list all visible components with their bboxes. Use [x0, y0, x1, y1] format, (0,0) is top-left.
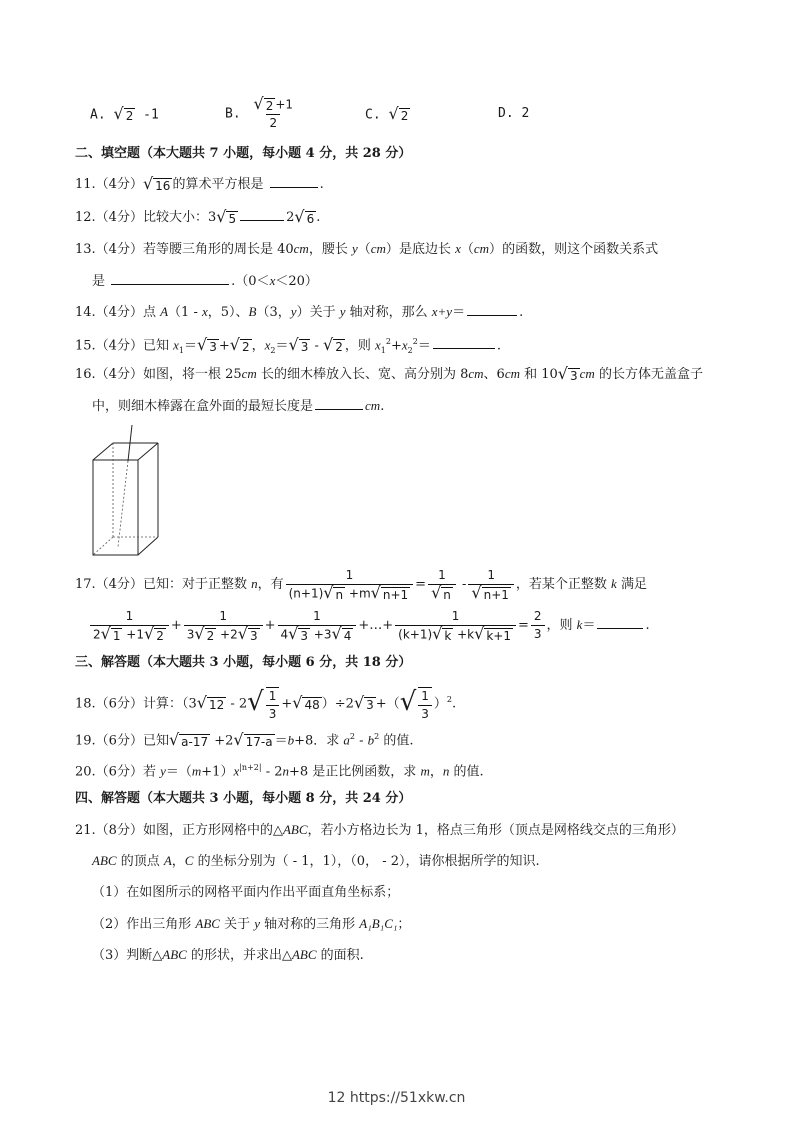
denominator: 3	[418, 705, 432, 723]
separator: ，	[429, 764, 443, 780]
question-text: .（0＜	[231, 274, 270, 289]
question-text: ，腰长	[308, 242, 352, 257]
radicand: 3	[249, 628, 258, 643]
variable: y	[339, 304, 346, 319]
option-a	[90, 106, 159, 124]
question-text: ）关于	[296, 305, 340, 320]
exponent: |n+2|	[239, 763, 262, 772]
answer-blank[interactable]	[597, 614, 643, 629]
question-text: ＜20）	[275, 274, 318, 289]
period: .	[452, 696, 457, 712]
equals: ＝	[582, 618, 596, 633]
radicand: 3	[209, 339, 217, 354]
radical: √ 16	[142, 173, 171, 193]
q16-line1	[75, 364, 703, 385]
radicand: n+1	[382, 587, 409, 602]
variable: C	[184, 853, 194, 868]
variable: x	[201, 304, 208, 319]
variable: b	[367, 732, 375, 748]
option-b	[225, 96, 298, 132]
radicand: 12	[208, 697, 225, 712]
variable: x	[233, 763, 240, 779]
question-number: 21.（8分）	[75, 823, 143, 838]
variable: k	[576, 617, 583, 632]
operator: +	[390, 338, 402, 354]
radicand: 16	[155, 178, 171, 193]
question-number: 14.（4分）	[75, 305, 143, 320]
option-b-label: B.	[225, 106, 241, 122]
page-footer: 12 https://51xkw.cn	[327, 1090, 466, 1106]
denominator-part: (n+1)	[288, 586, 324, 600]
box-with-stick-figure	[88, 425, 168, 560]
section3-title: 三、解答题（本大题共 3 小题，每小题 6 分，共 18 分）	[75, 655, 412, 670]
question-text: 关于	[219, 917, 255, 932]
radicand: 4	[343, 628, 352, 643]
numerator: 1	[219, 608, 227, 623]
question-number: 18.（6分）	[75, 696, 143, 712]
variable: ABC	[282, 822, 308, 837]
question-text: （1 -	[168, 305, 202, 320]
variable: x	[455, 241, 461, 256]
unit: cm	[468, 366, 484, 381]
question-text: +8 是正比例函数，求	[289, 764, 421, 780]
fraction: 1 3 √ 2 +2 √ 3	[184, 608, 263, 644]
coefficient: 3	[186, 627, 195, 641]
q13-line2	[92, 270, 318, 292]
radical: √ 2	[113, 104, 134, 123]
variable: B	[248, 304, 257, 319]
radicand: 3	[570, 368, 578, 383]
equals: ＝	[417, 338, 431, 354]
question-text: +2	[210, 733, 234, 749]
radicand: k	[444, 628, 452, 643]
question-number: 15.（4分）	[75, 338, 143, 354]
q21-line2	[92, 851, 540, 872]
ellipsis: +…+	[358, 618, 394, 633]
q21-sub1: （1）在如图所示的网格平面内作出平面直角坐标系；	[92, 885, 400, 900]
fraction: 1 (n+1) √ n +m √ n+1	[286, 567, 414, 603]
question-text: 满足	[616, 577, 647, 592]
option-c-label: C.	[365, 107, 381, 123]
variable: b	[287, 732, 295, 748]
question-text: 是	[92, 274, 106, 289]
question-text: （3）判断△	[92, 948, 163, 963]
radicand: 2	[400, 109, 409, 123]
q17-line1	[75, 566, 647, 603]
radicand: 3	[300, 628, 308, 643]
radical: √ 2	[229, 334, 250, 354]
answer-blank[interactable]	[315, 395, 363, 410]
question-text: 、6	[483, 367, 505, 382]
variable: x	[264, 337, 271, 353]
answer-blank[interactable]	[467, 301, 517, 316]
option-a-label: A.	[90, 107, 106, 123]
option-c	[365, 106, 410, 124]
q20	[75, 758, 484, 782]
separator: ，	[171, 854, 185, 869]
question-text: +（	[375, 696, 400, 712]
answer-blank[interactable]	[240, 206, 284, 221]
option-a-rest: -1	[143, 107, 159, 123]
radical: √ 5	[216, 206, 237, 226]
unit: cm	[370, 241, 386, 256]
question-text: 的坐标分别为（ - 1，1），（0， - 2），请你根据所学的知识.	[193, 854, 540, 869]
numerator-rest: +1	[275, 97, 294, 112]
radical: √ 17-a	[233, 729, 273, 749]
question-text: +1）	[201, 764, 234, 780]
question-text: ）÷2	[321, 696, 354, 712]
question-text: ，有	[257, 577, 284, 592]
period: .	[645, 618, 650, 633]
question-text: 的函数，则这个函数关系式	[502, 242, 659, 257]
operator: -	[310, 338, 323, 354]
q21-sub2	[92, 914, 410, 935]
coefficient: (k+1)	[398, 627, 433, 641]
question-text: 的形状，并求出△	[186, 948, 292, 963]
separator: ；	[397, 917, 411, 932]
operator: -	[457, 577, 467, 592]
fraction: 1 2 √ 1 +1 √ 2	[90, 608, 169, 644]
question-text: - 2	[261, 764, 283, 780]
separator: ，	[251, 338, 265, 354]
radicand: 3	[300, 339, 309, 354]
option-b-fraction: √ 2 +1 2	[253, 94, 294, 130]
variable: n	[442, 763, 450, 779]
fraction: 1 √ n	[428, 567, 456, 603]
numerator: 1	[438, 567, 446, 582]
q11	[75, 173, 324, 195]
question-text: 中，则细木棒露在盒外面的最短长度是	[92, 399, 314, 414]
variable: A₁B₁C₁	[359, 916, 398, 931]
question-text: ，则	[344, 338, 375, 354]
period: .	[380, 399, 385, 414]
denominator: 2	[266, 114, 280, 132]
variable: y	[160, 763, 166, 779]
fraction: 1 4 √ 3 +3 √ 4	[278, 608, 357, 644]
question-text: 如图，将一根 25	[142, 367, 242, 382]
question-text: 已知	[142, 338, 174, 354]
variable: n	[282, 763, 290, 779]
option-d-label: D.	[498, 106, 514, 121]
radicand: 48	[304, 697, 320, 712]
equals: ＝	[274, 733, 288, 749]
q18	[75, 682, 456, 723]
radical: √ 6	[294, 206, 315, 226]
coefficient: 2	[93, 627, 101, 641]
radical: √ 3	[557, 363, 578, 383]
radicand: n	[335, 587, 344, 602]
fraction	[531, 608, 545, 643]
question-text: ＝	[452, 305, 466, 320]
period: .	[519, 305, 524, 320]
exponent: 2	[446, 695, 453, 704]
question-text: ，若某个正整数	[515, 577, 612, 592]
radicand: 17-a	[245, 734, 273, 749]
variable: m	[420, 763, 430, 779]
radicand: 1	[112, 628, 121, 643]
denominator-part: +1	[122, 627, 144, 641]
operator: +	[218, 338, 230, 354]
radicand: 6	[306, 211, 315, 226]
question-number: 17.（4分）	[75, 577, 143, 592]
answer-blank[interactable]	[433, 334, 495, 349]
coefficient: 2	[286, 210, 295, 225]
radical: √ 3	[196, 334, 217, 354]
question-text: 是底边长	[398, 242, 456, 257]
unit: cm	[504, 366, 520, 381]
question-number: 12.（4分）	[75, 210, 143, 225]
question-number: 13.（4分）	[75, 242, 143, 257]
numerator: 1	[345, 567, 354, 582]
answer-blank[interactable]	[270, 173, 318, 188]
radical: √ 2	[388, 104, 409, 123]
question-text: 的面积.	[316, 948, 364, 963]
radicand: 2	[156, 628, 164, 643]
section2-title: 二、填空题（本大题共 7 小题，每小题 4 分，共 28 分）	[75, 146, 412, 161]
question-text: 的值.	[379, 733, 414, 749]
numerator: 2	[533, 609, 542, 623]
question-text: ）	[433, 696, 447, 712]
variable: n	[251, 576, 258, 591]
denominator: 3	[531, 625, 545, 643]
variable: ABC	[195, 916, 220, 931]
question-number: 11.（4分）	[75, 177, 143, 192]
variable: k	[611, 576, 617, 591]
question-number: 19.（6分）	[75, 733, 143, 749]
radicand: 5	[228, 211, 237, 226]
variable: y	[351, 241, 358, 256]
numerator: 1	[268, 688, 277, 703]
question-text: ，则	[546, 618, 577, 633]
question-text: ，若小方格边长为 1，格点三角形（顶点是网格线交点的三角形）	[307, 823, 684, 838]
radicand: 3	[366, 697, 374, 712]
operator: -	[354, 733, 368, 749]
radical: √ a-17	[168, 729, 209, 749]
question-number: 20.（6分）	[75, 764, 143, 780]
question-text: 长的细木棒放入长、宽、高分别为 8	[256, 367, 469, 382]
variable: x	[173, 337, 179, 353]
question-text: ，5）、	[207, 305, 249, 320]
variable: x+y	[431, 304, 453, 319]
radical: √ 3	[288, 334, 309, 354]
answer-blank[interactable]	[111, 270, 229, 285]
question-text: 的算术平方根是	[172, 177, 264, 192]
question-number: 16.（4分）	[75, 367, 143, 382]
fraction: 1 (k+1) √ k +k √ k+1	[395, 608, 516, 644]
variable: x	[374, 337, 381, 353]
question-text: 若等腰三角形的周长是 40	[142, 242, 294, 257]
q17-line2: 1 2 √ 1 +1 √ 2 + 1 3 √ 2 +2 √ 3 + 1 4 √ 3 +3 √ 4 +…+ 1 (k+1) √ k +k √ k+1 = $\frac{2}{3}$ ，则 k＝ .	[88, 607, 650, 644]
radicand: n	[443, 587, 451, 602]
radical: √ 3	[353, 692, 374, 712]
period: .	[496, 338, 501, 354]
equals: ＝	[183, 338, 197, 354]
radicand: 2	[241, 339, 250, 354]
denominator-part: +2	[216, 627, 238, 641]
question-text: 比较大小：3	[142, 210, 217, 225]
numerator: 1	[451, 608, 460, 623]
q15: 15.（4分）已知 $x_1=$ √ 3 + √ 2 ，$x_2=$ √ 3 - √ 2 ，则 $x_1^2+x_2^2=$ .	[75, 334, 501, 355]
denominator-part: +m	[345, 586, 371, 600]
radicand: n+1	[483, 587, 509, 602]
variable: A	[160, 304, 169, 319]
radical: √ 48	[292, 692, 320, 712]
numerator: 1	[125, 608, 134, 623]
equals: =	[415, 577, 427, 592]
question-text: 若	[142, 764, 161, 780]
radicand: k+1	[486, 628, 511, 643]
variable: m	[191, 763, 202, 779]
question-text: 轴对称的三角形	[260, 917, 360, 932]
question-text: 的值.	[449, 764, 484, 780]
question-text: 和 10	[519, 367, 558, 382]
denominator: 3	[266, 705, 280, 723]
q13-line1: 13.（4分）若等腰三角形的周长是 40cm，腰长 y（cm）是底边长 x（cm）的函数，则这个函数关系式	[75, 241, 659, 257]
period: .	[319, 177, 324, 192]
denominator-part: +k	[453, 627, 475, 641]
section4-title: 四、解答题（本大题共 3 小题，每小题 8 分，共 24 分）	[75, 791, 412, 806]
question-text: 的顶点	[116, 854, 164, 869]
question-text: 如图，正方形网格中的△	[142, 823, 283, 838]
variable: x	[401, 337, 408, 353]
variable: a	[343, 732, 350, 748]
equals: ＝	[275, 338, 289, 354]
unit: cm	[241, 366, 257, 381]
radicand: 2	[206, 628, 215, 643]
denominator-part: +3	[309, 627, 332, 641]
question-text: 的长方体无盖盒子	[594, 367, 703, 382]
variable: ABC	[162, 947, 187, 962]
variable: A	[163, 853, 172, 868]
question-text: 点	[142, 305, 161, 320]
variable: ABC	[92, 853, 117, 868]
variable: x	[269, 273, 276, 288]
unit: cm	[293, 241, 309, 256]
radical: √ $\frac{1}{3}$	[400, 685, 434, 723]
unit: cm	[579, 366, 595, 381]
question-text: - 2	[226, 696, 248, 712]
radicand: a-17	[181, 734, 209, 749]
q12	[75, 206, 320, 228]
variable: y	[290, 304, 297, 319]
variable: ABC	[291, 947, 317, 962]
q21-sub3	[92, 945, 364, 966]
q19: 19.（6分）已知 √ a-17 +2 √ 17-a ＝b+8．求 $a^2 - b^2$ 的值.	[75, 729, 414, 749]
fraction: 1 √ n+1	[468, 567, 514, 603]
q14	[75, 301, 523, 323]
option-d-value: 2	[521, 106, 530, 121]
unit: cm	[365, 398, 381, 413]
question-text: （3，	[256, 305, 291, 320]
period: .	[316, 210, 321, 225]
coefficient: 4	[280, 627, 289, 641]
numerator: 1	[487, 567, 495, 582]
radicand: 2	[265, 99, 274, 113]
question-text: ＝（	[165, 764, 192, 780]
radical: √ $\frac{1}{3}$	[247, 685, 281, 723]
question-text: 已知	[142, 733, 169, 749]
radicand: 2	[335, 339, 343, 354]
operator: +	[281, 696, 293, 712]
variable: y	[254, 916, 261, 931]
question-text: （2）作出三角形	[92, 917, 196, 932]
question-text: 已知：对于正整数	[142, 577, 252, 592]
question-text: 计算：（3	[142, 696, 197, 712]
numerator: 1	[421, 688, 429, 703]
q21-line1	[75, 820, 684, 841]
radical: √ 12	[196, 692, 225, 712]
radicand: 2	[125, 109, 134, 123]
numerator: 1	[313, 608, 321, 623]
radical: √ 2	[323, 334, 343, 354]
question-text: +8．求	[294, 733, 344, 749]
unit: cm	[473, 241, 490, 256]
option-d	[498, 106, 529, 121]
question-text: 轴对称，那么	[345, 305, 432, 320]
q16-line2	[92, 395, 384, 417]
